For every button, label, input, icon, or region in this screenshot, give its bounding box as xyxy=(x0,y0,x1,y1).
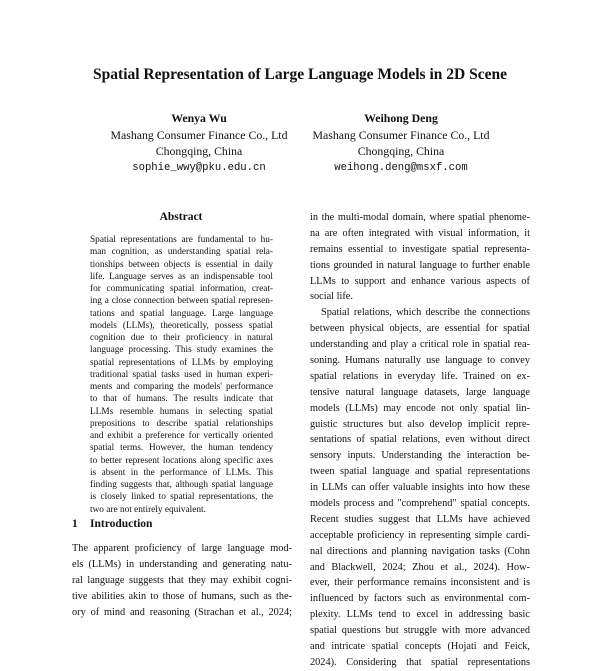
text-line: LLMs resemble humans in selecting spatial xyxy=(90,406,273,417)
text-line: language processing. This study examines the xyxy=(90,345,273,356)
author-location: Chongqing, China xyxy=(155,144,243,158)
text-line: tations and spatial language. Large language xyxy=(90,308,273,319)
text-line: between physical objects, are essential for spatial xyxy=(310,323,530,335)
author-affiliation: Mashang Consumer Finance Co., Ltd xyxy=(110,127,288,142)
author-location: Chongqing, China xyxy=(357,144,445,158)
text-line: understanding and play a critical role in spatial rea- xyxy=(310,339,530,351)
text-line: Spatial relations, which describe the connections xyxy=(321,307,530,319)
text-line: Recent studies suggest that LLMs have achieved xyxy=(310,513,530,525)
text-line: tionships between objects is essential in daily xyxy=(90,259,273,270)
text-line: na are often integrated with visual information, it xyxy=(310,227,530,239)
paper-title: Spatial Representation of Large Language Models in 2D Scene xyxy=(93,66,507,83)
text-line: remains essential to investigate spatial representa- xyxy=(310,243,530,255)
author-name: Weihong Deng xyxy=(364,111,438,125)
text-line: tensive natural language datasets, large language xyxy=(310,386,530,398)
text-line: to that of humans. The results indicate that xyxy=(90,394,273,405)
text-line: man cognition, as understanding spatial rela- xyxy=(90,247,273,258)
text-line: spatial questions but struggle with more advanced xyxy=(310,625,530,637)
text-line: The apparent proficiency of large language mod- xyxy=(72,543,292,554)
text-line: spatial relations in everyday life. Trained on ex- xyxy=(310,370,530,382)
text-line: ing a close connection between spatial represen- xyxy=(90,296,273,307)
text-line: and intricate spatial concepts (Hojati and Feick, xyxy=(310,641,530,653)
text-line: LLMs to support and enhance various aspects of xyxy=(310,275,530,287)
text-line: Spatial representations are fundamental to hu- xyxy=(90,235,273,245)
text-line: two are not entirely equivalent. xyxy=(90,504,206,515)
introduction-text xyxy=(72,541,292,620)
text-line: ments and comparing the models' performance xyxy=(90,382,273,392)
text-line: tive abilities akin to those of humans, such as the- xyxy=(72,590,292,602)
section-heading xyxy=(72,518,152,530)
text-line: traditional spatial tasks used in human experi- xyxy=(90,369,273,380)
text-line: models (LLMs) may encode not only spatial lin- xyxy=(310,402,530,414)
text-line: ory of mind and reasoning (Strachan et al., 2024; xyxy=(72,606,292,618)
text-line: finding suggests that, although spatial language xyxy=(90,480,273,490)
text-line: life. Language serves as an indispensable tool xyxy=(90,271,273,282)
text-line: acceptable proficiency in representing simple cardi- xyxy=(310,529,530,541)
text-line: spatial terms. However, the human tendency xyxy=(90,443,273,454)
right-column-text xyxy=(310,210,530,671)
section-number: 1 xyxy=(72,518,78,530)
text-line: prepositions to describe spatial relationships xyxy=(90,418,273,429)
text-line: cognition due to their proficiency in natural xyxy=(90,333,273,343)
author-affiliation: Mashang Consumer Finance Co., Ltd xyxy=(312,127,490,142)
text-line: tween spatial language and spatial representations xyxy=(310,466,530,478)
text-line: ever, their performance remains inconsistent and is xyxy=(310,577,530,589)
text-line: and Blackwell, 2024; Zhou et al., 2024). How- xyxy=(310,561,530,573)
abstract-body xyxy=(90,234,273,516)
text-line: for communicating spatial information, creat- xyxy=(90,284,273,294)
text-line: in LLMs can offer valuable insights into how these xyxy=(310,482,530,494)
text-line: is absent in the performance of LLMs. This xyxy=(90,467,273,478)
author-email: weihong.deng@msxf.com xyxy=(334,161,468,174)
section-title: Introduction xyxy=(90,518,153,530)
text-line: influenced by factors such as environmental com- xyxy=(310,593,530,605)
text-line: plexity. LLMs tend to excel in addressing basic xyxy=(310,609,530,621)
author-name: Wenya Wu xyxy=(171,111,227,125)
text-line: is closely linked to spatial representations, the xyxy=(90,492,273,503)
text-line: soning. Humans naturally use language to convey xyxy=(310,355,530,367)
text-line: tions grounded in natural language to further enable xyxy=(310,259,530,271)
text-line: sentations of spatial relations, even without direct xyxy=(310,434,530,446)
text-line: nal directions and planning navigation tasks (Cohn xyxy=(310,545,530,557)
text-line: ral language suggests that they may exhibit cogni- xyxy=(72,574,292,586)
text-line: 2024). Considering that spatial representations xyxy=(310,656,530,668)
text-line: guistic structures but also develop implicit repre- xyxy=(310,418,530,430)
text-line: sensory inputs. Understanding the interaction be- xyxy=(310,450,530,462)
abstract-heading: Abstract xyxy=(159,211,203,223)
text-line: models process and "comprehend" spatial concepts. xyxy=(310,498,530,510)
text-line: spatial representations of LLMs by employing xyxy=(90,357,273,368)
text-line: in the multi-modal domain, where spatial phenome- xyxy=(310,212,530,223)
author-block-2 xyxy=(281,110,521,176)
text-line: els (LLMs) in understanding and generating natu- xyxy=(72,558,292,570)
text-line: models (LLMs), theoretically, possess spatial xyxy=(90,320,273,331)
text-line: to better represent locations along specific axes xyxy=(90,455,273,466)
text-line: social life. xyxy=(310,291,353,303)
text-line: and exhibit a preference for vertically oriented xyxy=(90,431,273,441)
author-email: sophie_wwy@pku.edu.cn xyxy=(132,161,266,174)
